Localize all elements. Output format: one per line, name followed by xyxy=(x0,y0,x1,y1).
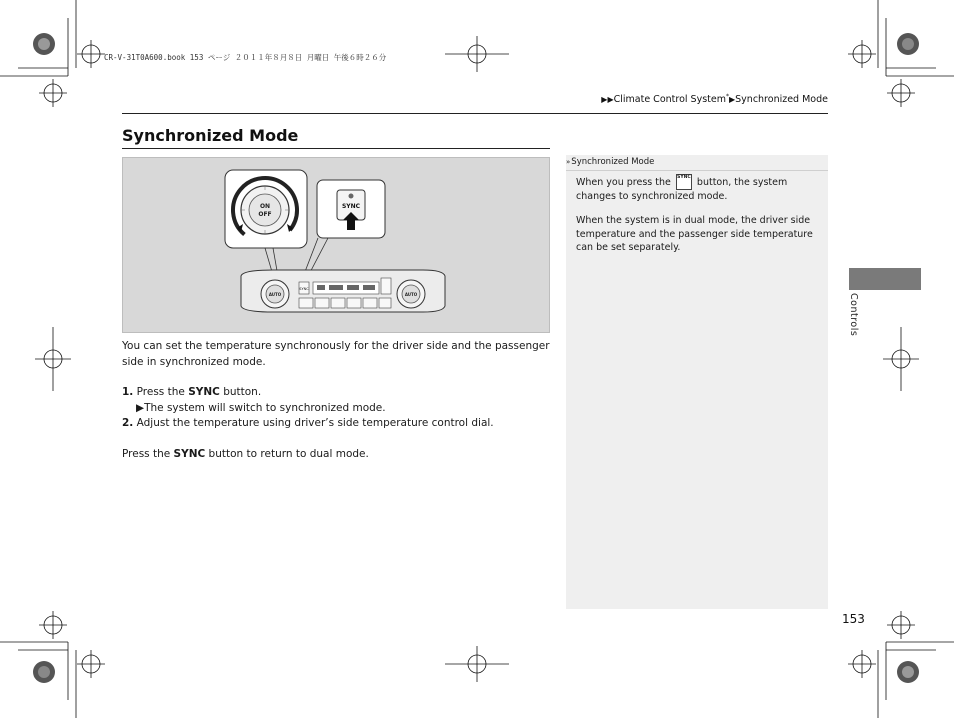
left-dial-auto-label: AUTO xyxy=(268,292,282,297)
intro-paragraph: You can set the temperature synchronously for the driver side and the passenger side in synchronized mode. xyxy=(122,340,550,368)
title-rule xyxy=(122,148,550,149)
breadcrumb-part2: Synchronized Mode xyxy=(735,94,828,106)
step-2-text: Adjust the temperature using driver’s side temperature control dial. xyxy=(136,417,494,429)
section-tab-label: Controls xyxy=(848,293,859,337)
breadcrumb-separator: ▶ xyxy=(728,95,736,105)
right-dial-auto-label: AUTO xyxy=(404,292,418,297)
step-1-pre: Press the xyxy=(136,386,189,398)
step-1 xyxy=(122,384,552,400)
sidebar-paragraph-1 xyxy=(576,174,822,204)
sidebar-note-title: Synchronized Mode xyxy=(571,157,655,167)
climate-control-panel xyxy=(241,270,445,312)
breadcrumb-arrows: ▶▶ xyxy=(601,95,614,105)
breadcrumb-part1: Climate Control System xyxy=(613,94,726,106)
section-tab-marker xyxy=(849,268,921,290)
page-number: 153 xyxy=(842,612,865,626)
file-header: CR-V-31T0A600.book 153 ページ ２０１１年８月８日 月曜日 午後６時２６分 xyxy=(104,53,387,62)
sidebar-note xyxy=(566,155,828,609)
dial-zoom-callout xyxy=(220,165,310,255)
return-instruction xyxy=(122,446,552,462)
panel-sync-label: SYNC xyxy=(299,287,309,291)
sync-zoom-label: SYNC xyxy=(341,203,361,210)
sidebar-p1-post: button, the system changes to synchronized mode. xyxy=(576,177,788,202)
header-rule xyxy=(122,113,828,114)
dial-on-label: ON xyxy=(259,203,271,210)
step-1-result xyxy=(136,400,566,416)
climate-panel-illustration xyxy=(122,157,550,333)
breadcrumb xyxy=(601,93,828,105)
climate-panel-drawing xyxy=(123,158,549,332)
step-1-number: 1. xyxy=(122,386,134,398)
sync-button-icon-label: SYNC xyxy=(677,175,691,180)
sidebar-p1-pre: When you press the xyxy=(576,177,671,188)
sidebar-paragraph-2: When the system is in dual mode, the driver side temperature and the passenger side temperature can be set separately. xyxy=(576,215,813,253)
step-1-sync: SYNC xyxy=(188,386,220,398)
step-2-number: 2. xyxy=(122,417,134,429)
return-sync: SYNC xyxy=(173,448,206,460)
step-2 xyxy=(122,415,552,431)
page-title: Synchronized Mode xyxy=(122,126,299,145)
sync-button-icon xyxy=(676,174,692,190)
sync-button-zoom-callout xyxy=(317,180,385,238)
breadcrumb-asterisk: * xyxy=(725,93,729,100)
return-pre: Press the xyxy=(122,448,174,460)
sidebar-note-header xyxy=(566,155,828,171)
return-post: button to return to dual mode. xyxy=(205,448,369,460)
dial-off-label: OFF xyxy=(258,211,272,218)
step-1-post: button. xyxy=(219,386,262,398)
step-1-result-arrow: ▶ xyxy=(136,402,145,414)
step-1-result-text: The system will switch to synchronized mode. xyxy=(144,402,386,414)
double-chevron-icon: » xyxy=(566,158,571,166)
